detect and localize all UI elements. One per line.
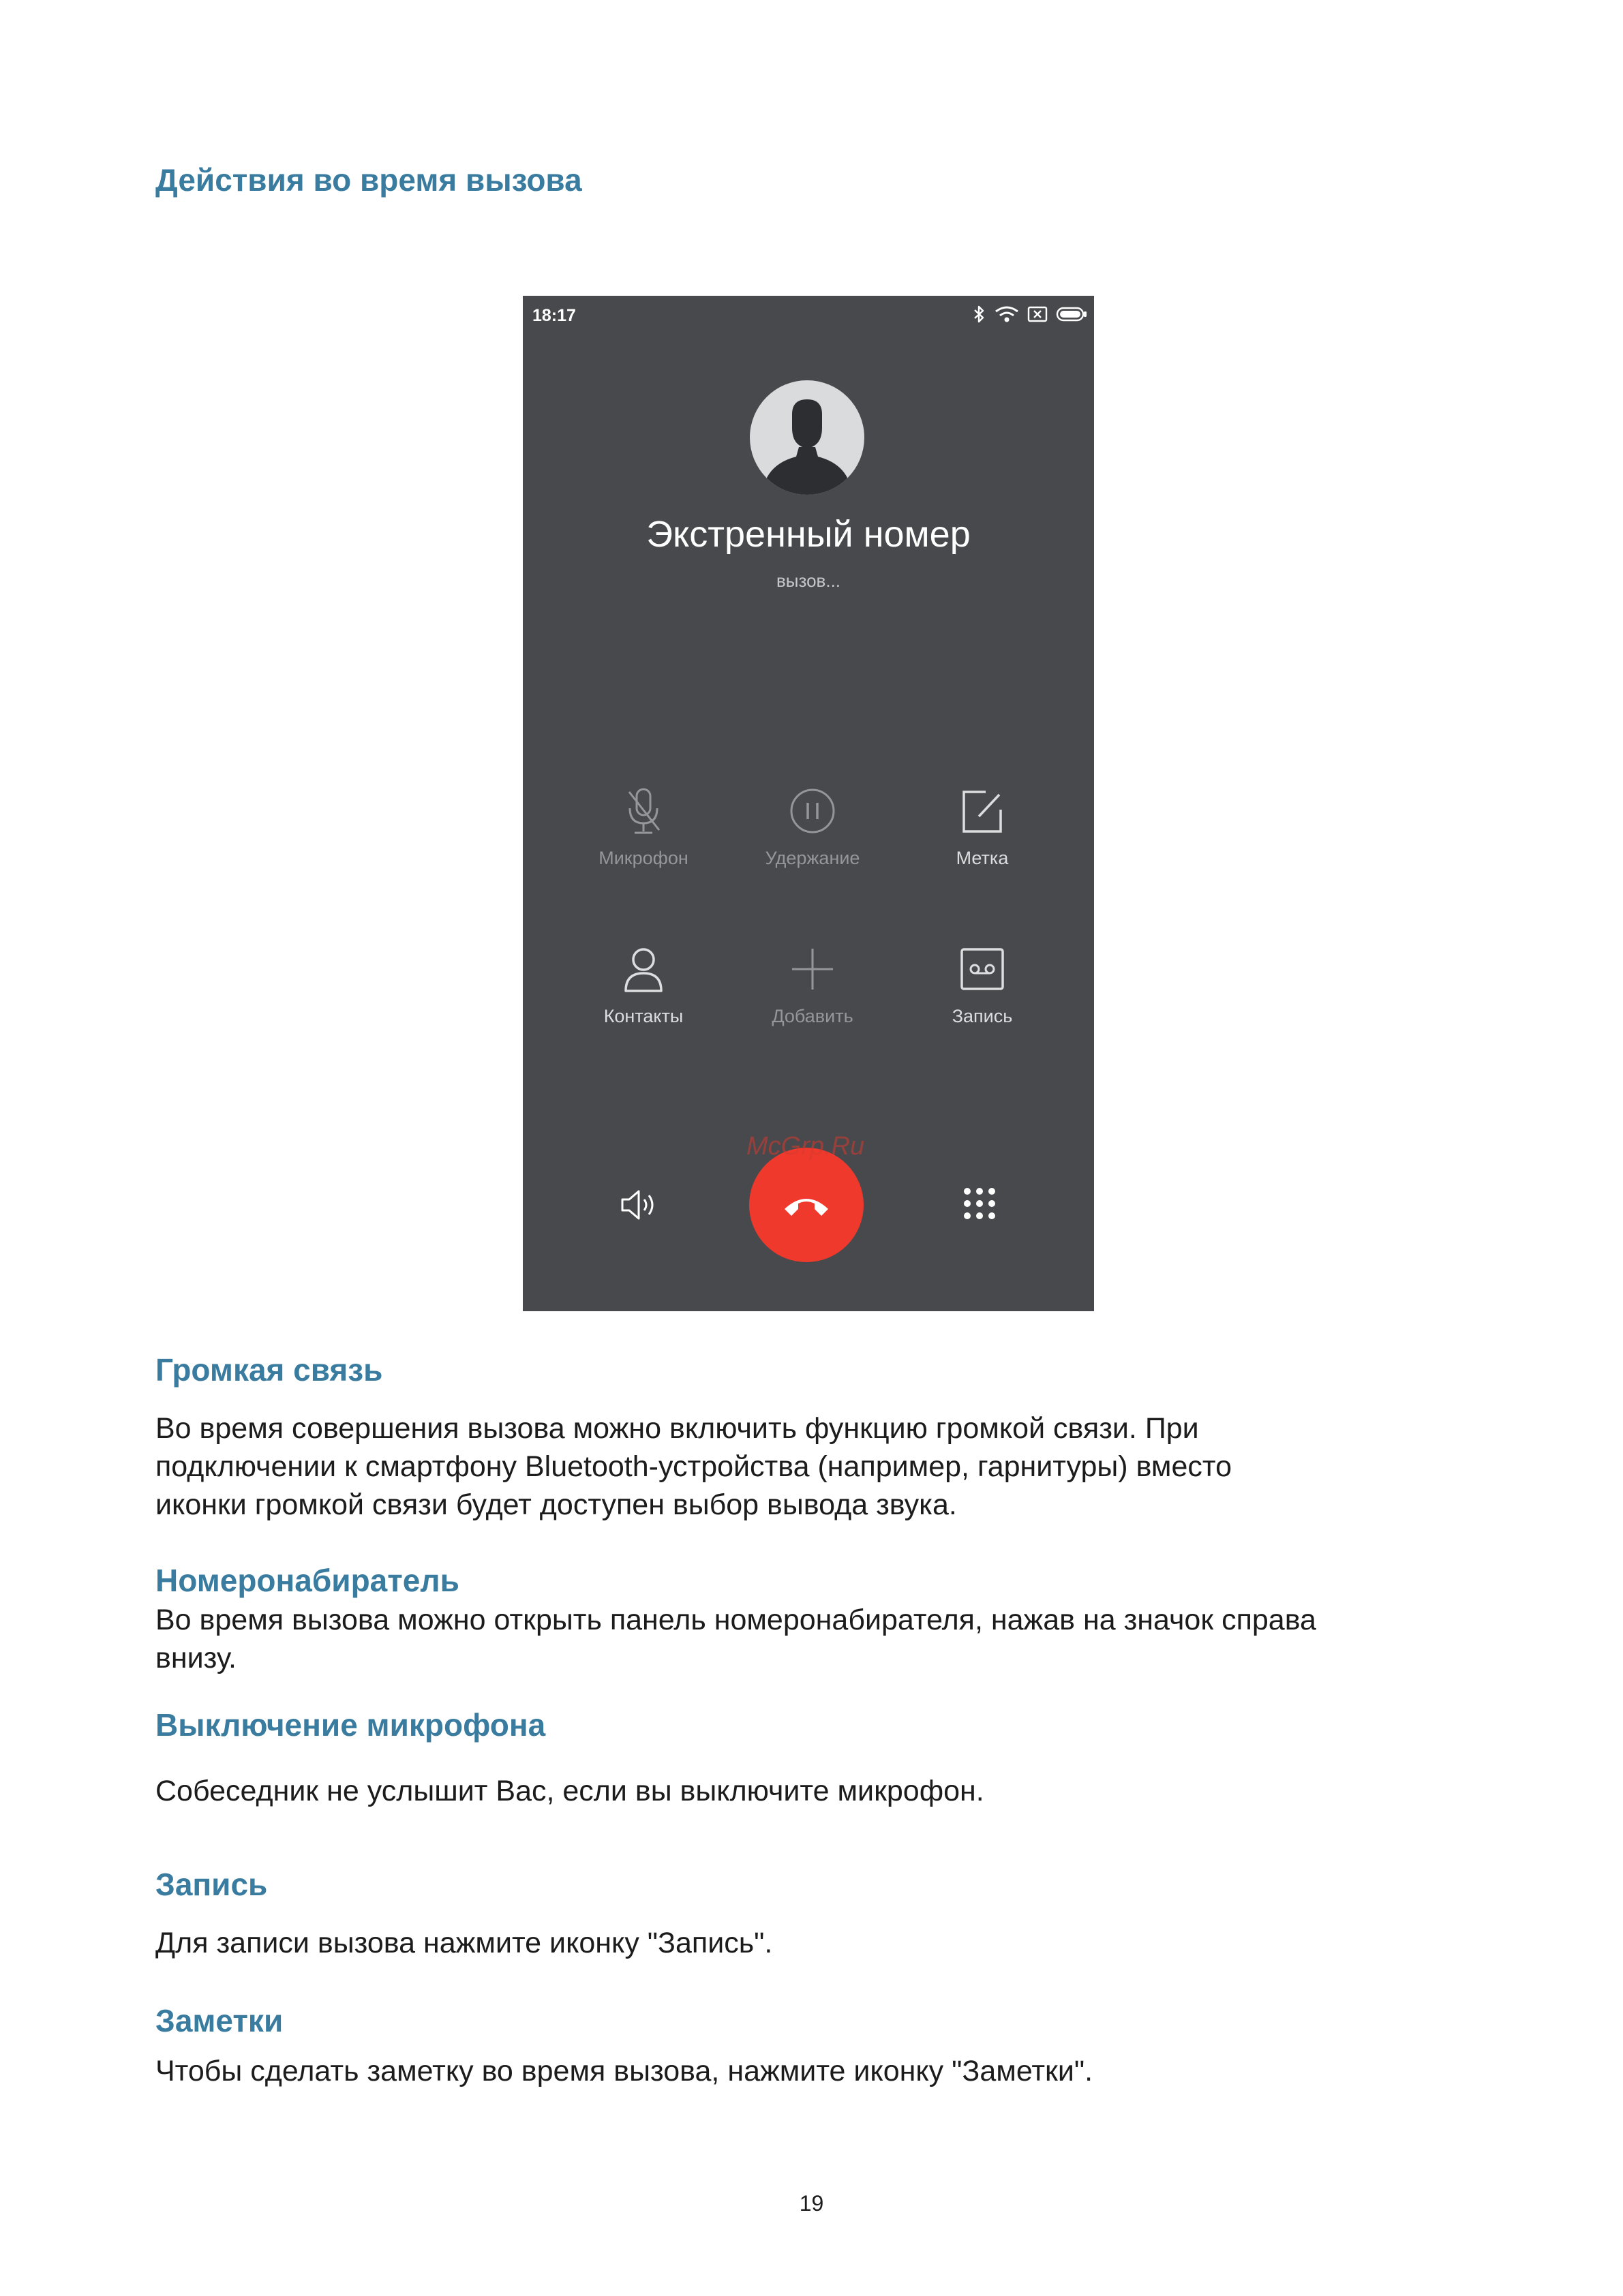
note-label: Метка bbox=[956, 848, 1009, 868]
hold-button[interactable] bbox=[738, 785, 888, 870]
section-body-dialpad bbox=[155, 1601, 1519, 1677]
record-label: Запись bbox=[952, 1006, 1013, 1026]
end-call-button[interactable] bbox=[749, 1148, 864, 1262]
contact-name: Экстренный номер bbox=[646, 514, 971, 555]
page-heading: Действия во время вызова bbox=[155, 162, 582, 198]
section-title-record: Запись bbox=[155, 1867, 268, 1902]
text-line: Собеседник не услышит Вас, если вы выключите микрофон. bbox=[155, 1775, 984, 1807]
section-body-notes bbox=[155, 2052, 1519, 2090]
text-line: внизу. bbox=[155, 1642, 237, 1674]
note-icon bbox=[958, 785, 1006, 837]
watermark: McGrp.Ru bbox=[746, 1132, 865, 1161]
add-call-label: Добавить bbox=[772, 1006, 853, 1026]
phone-call-screenshot bbox=[523, 296, 1094, 1311]
add-call-icon bbox=[789, 943, 836, 995]
hold-label: Удержание bbox=[765, 848, 860, 868]
text-line: Во время совершения вызова можно включить функцию громкой связи. При bbox=[155, 1412, 1199, 1445]
contact-avatar bbox=[750, 380, 864, 495]
record-icon bbox=[958, 943, 1006, 995]
no-sim-icon bbox=[1027, 306, 1048, 322]
section-title-dialpad: Номеронабиратель bbox=[155, 1563, 459, 1598]
mute-label: Микрофон bbox=[598, 848, 688, 868]
pause-icon bbox=[789, 785, 836, 837]
contacts-icon bbox=[620, 943, 667, 995]
note-button[interactable] bbox=[907, 785, 1057, 870]
end-call-icon bbox=[779, 1184, 834, 1225]
status-icons bbox=[973, 304, 1087, 324]
text-line: Во время вызова можно открыть панель номеронабирателя, нажав на значок справа bbox=[155, 1604, 1316, 1636]
section-title-mute: Выключение микрофона bbox=[155, 1707, 546, 1743]
bluetooth-icon bbox=[973, 305, 986, 324]
contacts-label: Контакты bbox=[603, 1006, 684, 1026]
mute-button[interactable] bbox=[568, 785, 718, 870]
mic-off-icon bbox=[620, 785, 667, 837]
person-silhouette-icon bbox=[750, 380, 864, 495]
call-status: вызов... bbox=[776, 570, 841, 591]
text-line: иконки громкой связи будет доступен выбор вывода звука. bbox=[155, 1488, 957, 1521]
speaker-icon[interactable] bbox=[618, 1184, 659, 1225]
section-title-notes: Заметки bbox=[155, 2003, 284, 2038]
record-button[interactable] bbox=[907, 943, 1057, 1028]
text-line: подключении к смартфону Bluetooth-устройства (например, гарнитуры) вместо bbox=[155, 1450, 1232, 1483]
section-body-record bbox=[155, 1924, 1519, 1962]
contacts-button[interactable] bbox=[568, 943, 718, 1028]
add-call-button[interactable] bbox=[738, 943, 888, 1028]
text-line: Для записи вызова нажмите иконку "Запись". bbox=[155, 1927, 773, 1959]
status-time: 18:17 bbox=[532, 306, 576, 325]
text-line: Чтобы сделать заметку во время вызова, нажмите иконку "Заметки". bbox=[155, 2055, 1093, 2087]
section-body-mute bbox=[155, 1772, 1519, 1810]
dialpad-icon[interactable] bbox=[961, 1185, 998, 1222]
section-title-speakerphone: Громкая связь bbox=[155, 1352, 383, 1388]
section-body-speakerphone bbox=[155, 1409, 1519, 1524]
battery-icon bbox=[1056, 307, 1087, 322]
page-number: 19 bbox=[799, 2191, 824, 2216]
wifi-icon bbox=[995, 305, 1019, 323]
